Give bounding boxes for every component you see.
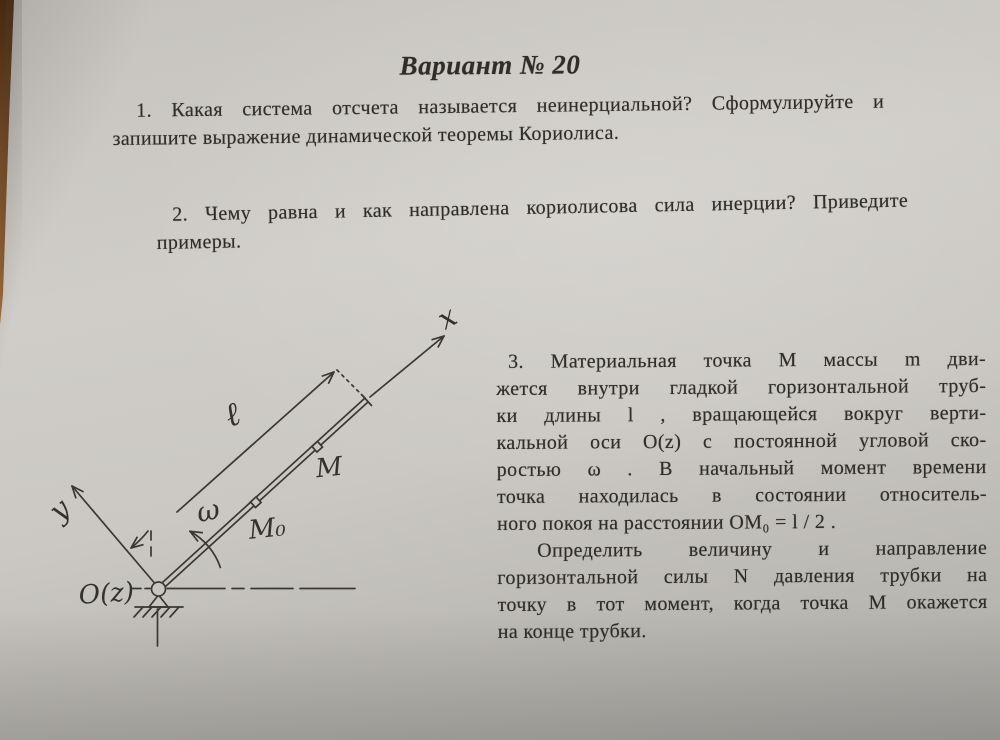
point-m-label: M (314, 451, 344, 485)
question-3-line-7: ного покоя на расстоянии OM₀ = l / 2 . (497, 510, 837, 535)
page-title: Вариант № 20 (399, 49, 581, 81)
pin-circle (152, 582, 166, 596)
tube-upper-line (163, 398, 365, 582)
ground-hatching (134, 607, 179, 617)
question-3-line-5: ростью ω . В начальный момент времени (496, 456, 987, 481)
x-axis-label: x (431, 298, 463, 337)
question-3-line-9: горизонтальной силы N давления трубки на (497, 564, 988, 589)
question-3-line-2: жется внутри гладкой горизонтальной труб- (496, 375, 987, 400)
length-dimension-line (177, 372, 334, 512)
question-3-line-10: точку в тот момент, когда точка M окажется (497, 591, 988, 616)
point-m0-label: M₀ (247, 512, 288, 546)
y-axis-label: y (41, 491, 77, 528)
question-3-line-1: 3. Материальная точка М массы m дви- (508, 348, 987, 373)
origin-label: O(z) (77, 577, 136, 611)
length-label: ℓ (218, 393, 246, 435)
question-1-line-1: 1. Какая система отсчета называется неинерциальной? Сформулируйте и (136, 90, 885, 122)
angle-arrow (131, 531, 148, 548)
question-3-line-8: Определить величину и направление (537, 537, 988, 562)
point-m0-marker (250, 497, 261, 508)
question-1-line-2: запишите выражение динамической теоремы Кориолиса. (112, 121, 620, 150)
x-axis-line (370, 336, 444, 397)
question-2-line-2: примеры. (156, 230, 242, 254)
question-3-line-6: точка находилась в состоянии относитель- (496, 483, 987, 508)
question-3-line-3: ки длины l , вращающейся вокруг верти- (496, 402, 987, 427)
omega-label: ω (193, 492, 223, 530)
question-2-line-1: 2. Чему равна и как направлена кориолисова сила инерции? Приведите (172, 189, 909, 226)
dimension-dotted-tick (337, 370, 364, 397)
point-m-marker (312, 441, 323, 452)
question-3-line-11: на конце трубки. (497, 620, 647, 643)
question-3-line-4: кальной оси O(z) с постоянной угловой ско- (496, 429, 987, 454)
